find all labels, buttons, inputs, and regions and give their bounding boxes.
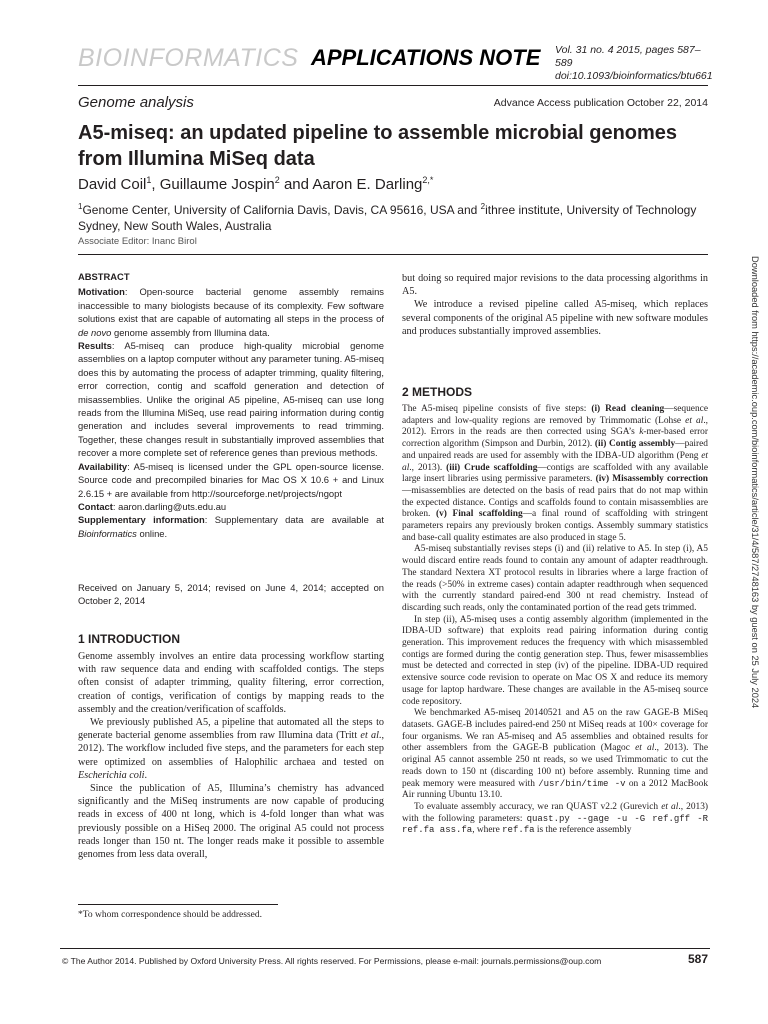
methods-paragraph: In step (ii), A5-miseq uses a contig assembly algorithm (implemented in the IDBA-UD software) that exploits read pairing information during contig generation. This improvement reduces the frequency with which misassembled contigs are formed during the contig generation step. Thus, fewer misassemblies must be detected and corrected in step (iv) of the pipeline. IDBA-UD required extensive source code revision to operate on Mac OS X and reduce its memory usage for laptop hardware. These changes are available in the A5-miseq source code repository.	[402, 614, 708, 707]
affil-sup-2: 2	[480, 202, 486, 211]
methods-paragraph: The A5-miseq pipeline consists of five steps: (i) Read cleaning—sequence adapters and low-quality regions are removed by Trimmomatic (Lohse et al., 2012). Errors in the reads are then corrected using SGA’s k-mer-based error correction algorithm (Simpson and Durbin, 2012). (ii) Contig assembly—paired and unpaired reads are used for assembly with the IDBA-UD algorithm (Peng et al., 2013). (iii) Crude scaffolding—contigs are scaffolded with any available large insert libraries using permissive parameters. (iv) Misassembly correction—misassemblies are detected on the basis of read pairs that do not map within the expected distance. Contigs and scaffolds found to contain misassemblies are broken. (v) Final scaffolding—a final round of scaffolding with stringent parameters repairs any previously broken contigs. Assembly summary statistics and base-call quality estimates are also produced in stage 5.	[402, 404, 709, 543]
intro-paragraph: Since the publication of A5, Illumina’s chemistry has advanced significantly and the MiSeq instruments are now capable of producing reads in excess of 400 nt long, which is 4-fold longer than what was previously possible on a HiSeq 2000. The original A5 could not process reads longer than 150 nt. The longer reads make it possible to assemble genomes from less data overall,	[78, 783, 384, 861]
received-dates: Received on January 5, 2014; revised on June 4, 2014; accepted on October 2, 2014	[78, 582, 384, 607]
title-line-2: from Illumina MiSeq data	[78, 148, 315, 170]
advance-access: Advance Access publication October 22, 2014	[493, 97, 708, 109]
abstract	[78, 270, 384, 540]
article-title	[78, 120, 718, 172]
continued-paragraph: but doing so required major revisions to the data processing algorithms in A5.	[402, 273, 708, 298]
doi[interactable]: doi:10.1093/bioinformatics/btu661	[555, 70, 713, 82]
copyright: © The Author 2014. Published by Oxford University Press. All rights reserved. For Permissions, please e-mail: journals.permissions@oup.com	[62, 956, 602, 966]
associate-editor: Associate Editor: Inanc Birol	[78, 236, 197, 247]
abstract-supplementary: Supplementary information: Supplementary data are available at Bioinformatics online.	[78, 514, 385, 539]
methods-paragraph: To evaluate assembly accuracy, we ran QUAST v2.2 (Gurevich et al., 2013) with the following parameters: quast.py --gage -u -G ref.gff -R ref.fa ass.fa, where ref.fa is the reference assembly	[402, 801, 708, 836]
methods-heading: 2 METHODS	[402, 385, 473, 399]
authors	[78, 175, 433, 193]
author-1: David Coil	[78, 176, 147, 193]
author-2-sup: 2	[274, 175, 280, 185]
intro-heading: 1 INTRODUCTION	[78, 632, 180, 646]
affil-part-2: ithree institute, University of Technology	[485, 203, 697, 217]
abstract-results: Results: A5-miseq can produce high-quality microbial genome assemblies on a laptop computer without any parameter tuning. A5-miseq does this by automating the process of adapter trimming, quality filtering, error correction, contig and scaffold generation and detection of misassemblies. Unlike the original A5 pipeline, A5-miseq can use long reads from the Illumina MiSeq, use read pairing information during contig generation and includes several improvements to read trimming. Together, these changes result in substantially improved assemblies that recover a more complete set of reference genes than previous methods.	[78, 340, 384, 459]
section-tag: Genome analysis	[78, 94, 194, 111]
abstract-heading: ABSTRACT	[78, 271, 130, 282]
methods-paragraph: A5-miseq substantially revises steps (i) and (ii) relative to A5. In step (i), A5 would discard entire reads found to contain any amount of adapter readthrough. The standard Nextera XT protocol results in libraries where a large fraction of the reads (>50% in extreme cases) contain adapter readthrough when sequenced with the currently standard paired-end 300 nt read chemistry. Instead of discarding such reads, only the contaminated portion of the read gets trimmed.	[402, 544, 708, 613]
article-type: APPLICATIONS NOTE	[311, 45, 541, 70]
methods-paragraph: We benchmarked A5-miseq 20140521 and A5 on the raw GAGE-B MiSeq datasets. GAGE-B includes paired-end 250 nt MiSeq reads at 100× coverage for four organisms. We ran A5-miseq and A5 assemblies and obtained results for other assemblers from the GAGE-B publication (Magoc et al., 2013). The original A5 cannot assemble 250 nt reads, so we used Trimmomatic to cut the reads down to 150 nt (discarding 100 nt) before assembly. Running time and peak memory were measured with /usr/bin/time -v on a 2012 MacBook Air running Ubuntu 13.10.	[402, 708, 709, 801]
author-3-sup: 2,*	[422, 175, 434, 185]
author-1-sup: 1	[146, 175, 152, 185]
page-number: 587	[687, 952, 708, 966]
footnote: *To whom correspondence should be addressed.	[78, 910, 263, 920]
title-line-1: A5-miseq: an updated pipeline to assemble microbial genomes	[78, 122, 678, 144]
affiliations	[78, 199, 718, 234]
intro-paragraph: We introduce a revised pipeline called A5-miseq, which replaces several components of the original A5 pipeline with new software modules and produces substantially improved assemblies.	[402, 299, 708, 337]
title-rule	[78, 254, 708, 255]
right-column-intro	[402, 272, 708, 338]
header-rule	[78, 85, 708, 86]
affil-sup-1: 1	[78, 202, 83, 211]
abstract-motivation: Motivation: Open-source bacterial genome assembly remains inaccessible to many biologists because of its complexity. Few software solutions exist that are capable of automating all steps in the process of de novo genome assembly from Illumina data.	[78, 286, 384, 338]
intro-paragraph: Genome assembly involves an entire data processing workflow starting with raw sequence data and ending with scaffolded contigs. The steps often consist of adapter trimming, quality filtering, error correction, creation of contigs, verification of contigs by mapping reads to the assembly and the creation/verification of scaffolds.	[78, 651, 384, 715]
methods-body	[402, 404, 708, 837]
affil-part-1: Genome Center, University of California Davis, Davis, CA 95616, USA and	[82, 203, 481, 217]
volume-info	[555, 44, 713, 83]
author-2: , Guillaume Jospin	[151, 176, 275, 193]
abstract-availability: Availability: A5-miseq is licensed under the GPL open-source license. Source code and precompiled binaries for Mac OS X 10.6 + and Linux 2.6.15 + are available from http://sourceforge.net/projects/ngopt	[78, 460, 384, 499]
journal-name: BIOINFORMATICS	[78, 44, 299, 72]
footer-rule	[60, 948, 710, 949]
affil-line-2: Sydney, New South Wales, Australia	[78, 219, 272, 233]
intro-paragraph: We previously published A5, a pipeline that automated all the steps to generate bacterial genome assemblies from raw Illumina data (Tritt et al., 2012). The workflow included five steps, and the parameters for each step were optimized on assemblies of Halophilic archaea and tested on Escherichia coli.	[78, 717, 384, 781]
volume-pages: Vol. 31 no. 4 2015, pages 587–589	[555, 44, 701, 69]
abstract-contact: Contact: aaron.darling@uts.edu.au	[78, 500, 227, 512]
author-3: and Aaron E. Darling	[279, 176, 423, 193]
intro-body	[78, 650, 384, 861]
download-watermark: Downloaded from https://academic.oup.com/bioinformatics/article/31/4/587/2748163 by guest on 25 July 2024	[750, 256, 760, 709]
footnote-rule	[78, 904, 278, 905]
